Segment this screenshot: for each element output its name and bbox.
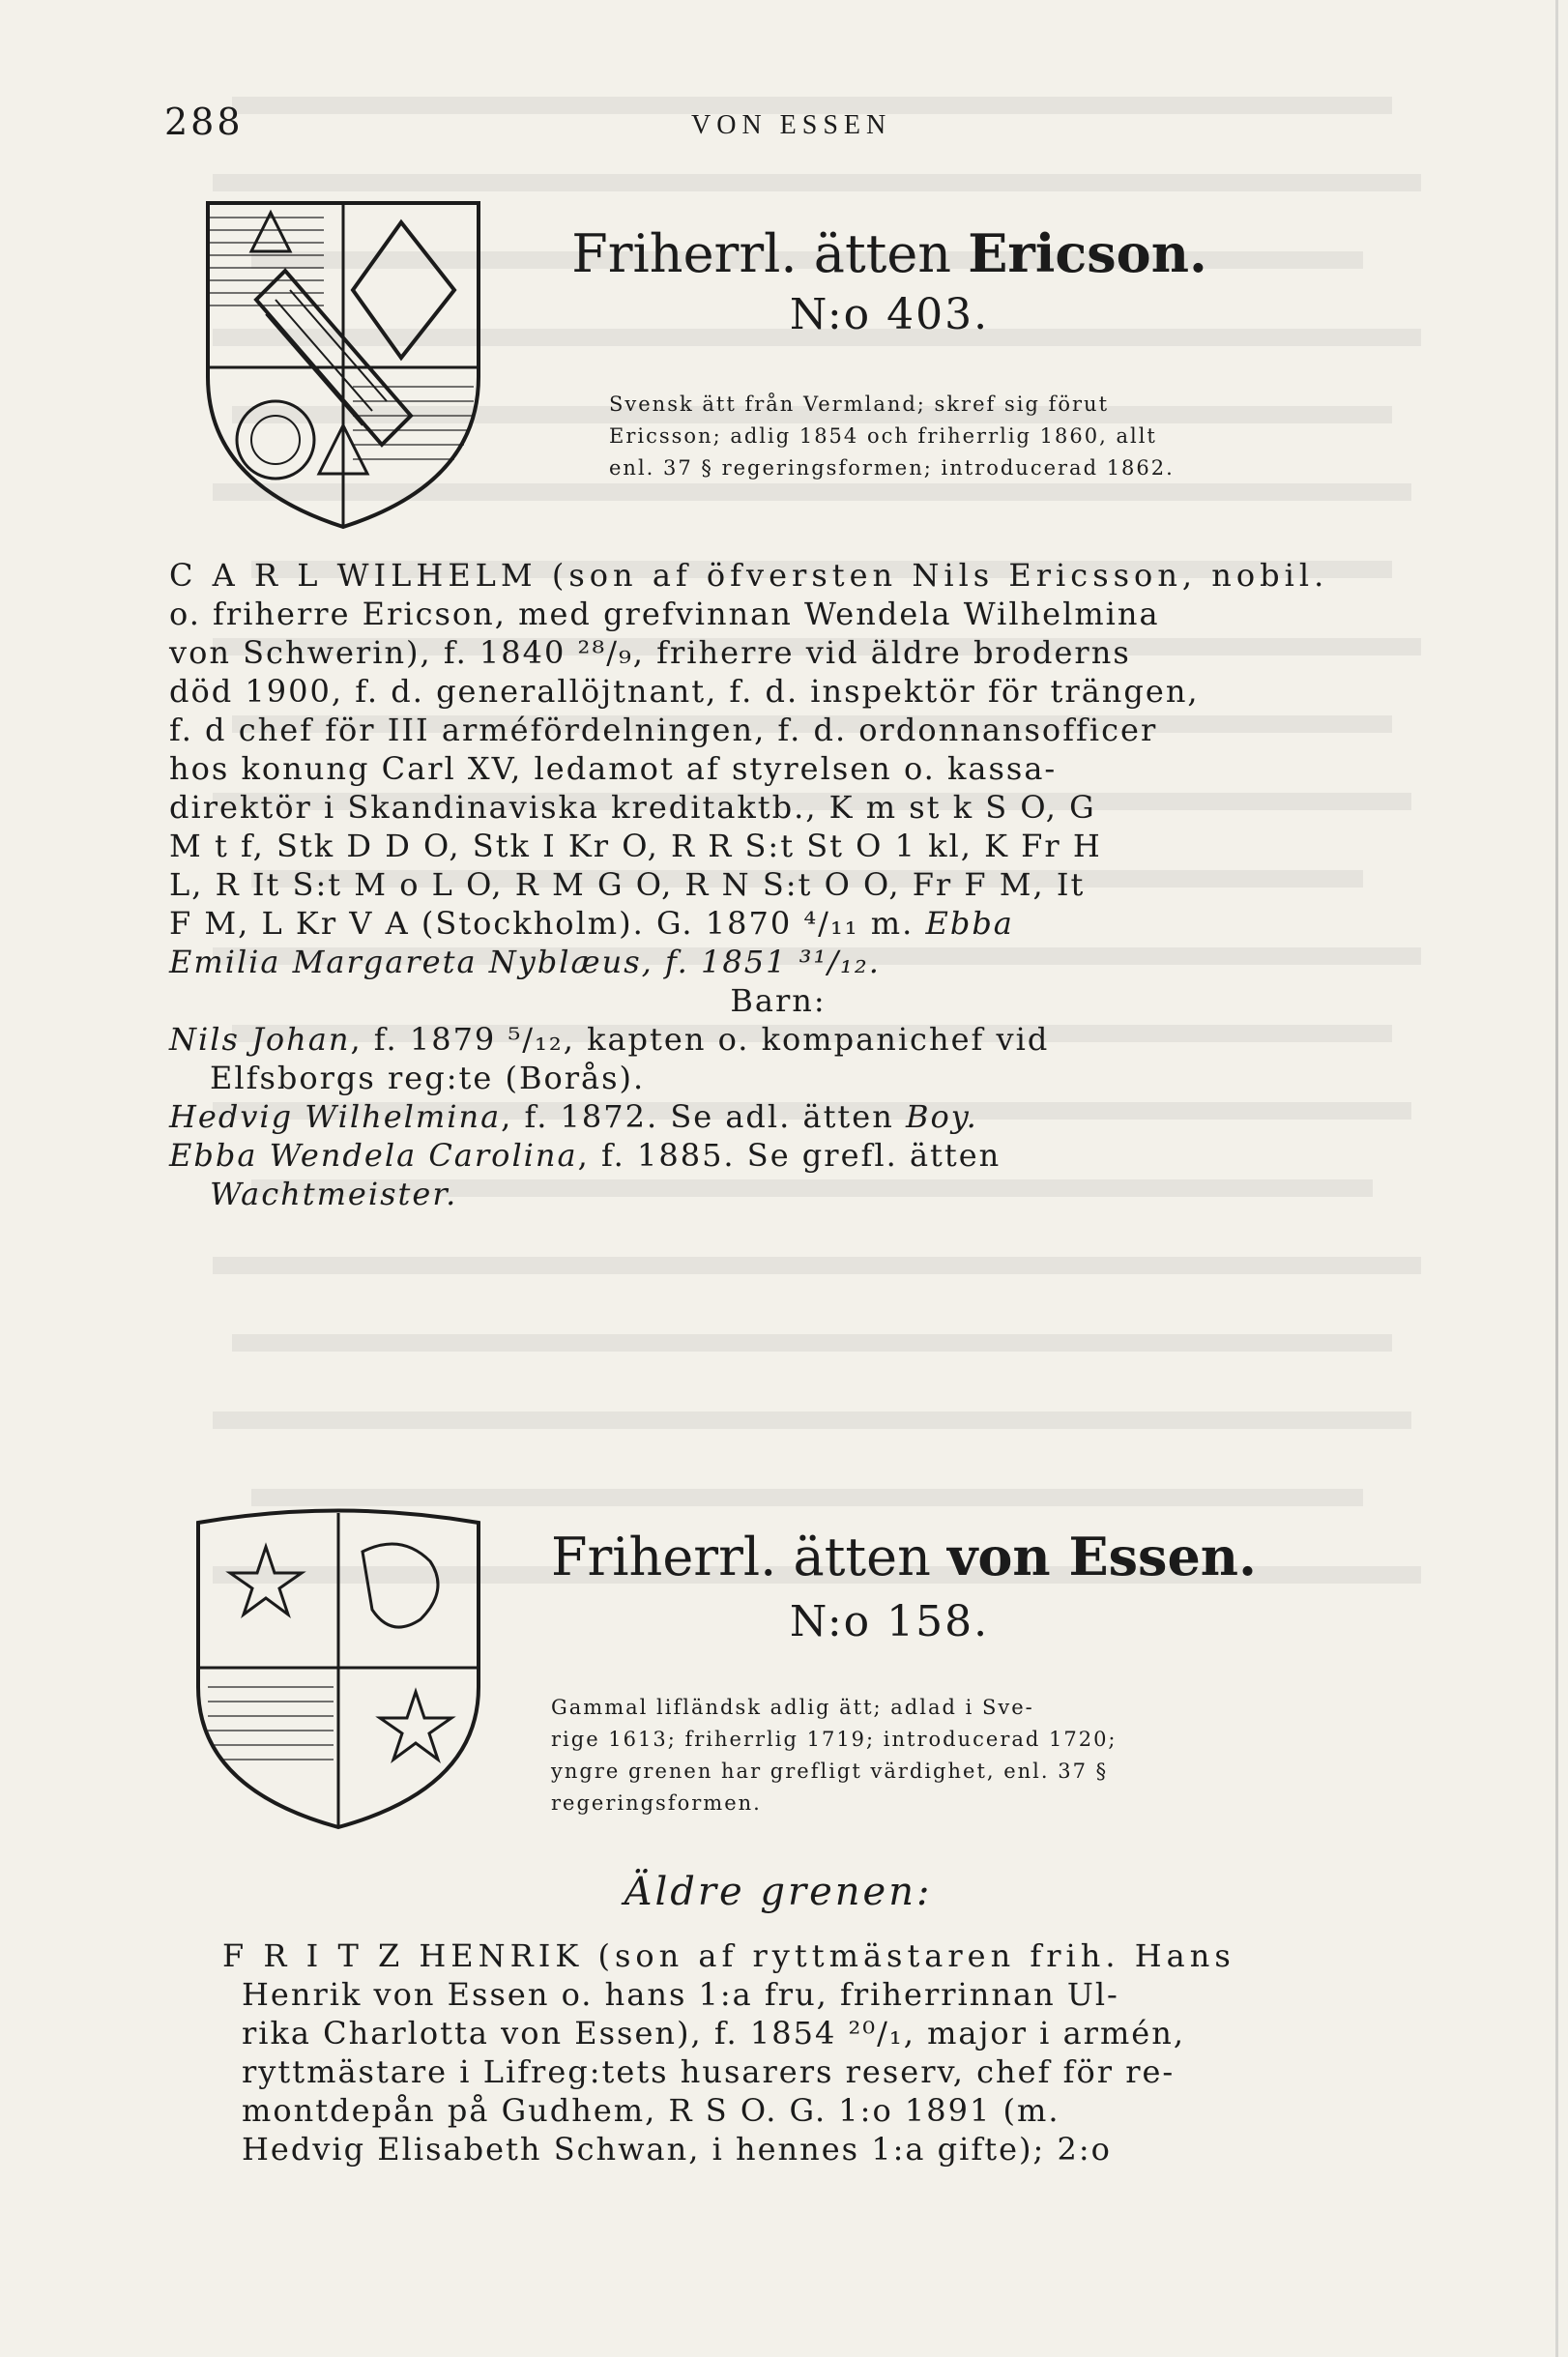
child-hedvig-wilhelmina: Hedvig Wilhelmina, f. 1872. Se adl. ätten Boy. [169, 1098, 978, 1135]
coat-of-arms-von-essen-icon [189, 1503, 488, 1832]
family-description-ericson: Svensk ätt från Vermland; skref sig förut Ericsson; adlig 1854 och friherrlig 1860, allt enl. 37 § regeringsformen; introducerad 1862. [609, 393, 1175, 480]
section-title-ericson: Friherrl. ätten Ericson. [571, 222, 1207, 284]
page-edge-shadow [1555, 0, 1558, 2357]
page-number: 288 [164, 101, 244, 143]
section-number-von-essen: N:o 158. [789, 1597, 990, 1646]
family-description-von-essen: Gammal lifländsk adlig ätt; adlad i Sve- rige 1613; friherrlig 1719; introducerad 1720; yngre grenen har grefligt värdighet, enl. 37 § regeringsformen. [551, 1696, 1118, 1815]
entry-carl-wilhelm: C A R L WILHELM (son af öfversten Nils Ericsson, nobil. o. friherre Ericson, med grefvinnan Wendela Wilhelmina von Schwerin), f. 1840 ²⁸/₉, friherre vid äldre broderns död 1900, f. d. generallöjtnant, f. d. inspektör för trängen, f. d chef för III arméfördelningen, f. d. ordonnansofficer hos konung Carl XV, ledamot af styrelsen o. kassa- direktör i Skandinaviska kreditaktb., K m st k S O, G M t f, Stk D D O, Stk I Kr O, R R S:t St O 1 kl, K Fr H L, R It S:t M o L O, R M G O, R N S:t O O, Fr F M, It F M, L Kr V A (Stockholm). G. 1870 ⁴/₁₁ m. Ebba Emilia Margareta Nyblæus, f. 1851 ³¹/₁₂. Barn: Nils Johan, f. 1879 ⁵/₁₂, kapten o. kompanichef vid Elfsborgs reg:te (Borås). Hedvig Wilhelmina, f. 1872. Se adl. ätten Boy. Ebba Wendela Carolina, f. 1885. Se grefl. ätten Wachtmeister. [169, 556, 1387, 1213]
coat-of-arms-ericson-icon [198, 193, 488, 532]
entry-fritz-henrik: F R I T Z HENRIK (son af ryttmästaren frih. Hans Henrik von Essen o. hans 1:a fru, friherrinnan Ul- rika Charlotta von Essen), f. 1854 ²⁰/₁, major i armén, ryttmästare i Lifreg:tets husarers reserv, chef för re- montdepån på Gudhem, R S O. G. 1:o 1891 (m. Hedvig Elisabeth Schwan, i hennes 1:a gifte); 2:o [222, 1937, 1235, 2168]
child-ebba-wendela: Ebba Wendela Carolina, f. 1885. Se grefl. ätten [169, 1137, 1002, 1174]
barn-label: Barn: [730, 982, 827, 1019]
section-number-ericson: N:o 403. [789, 290, 990, 339]
section-title-von-essen: Friherrl. ätten von Essen. [551, 1526, 1257, 1587]
running-head [164, 101, 1402, 149]
running-title: VON ESSEN [691, 110, 892, 140]
subheading-aldre-grenen: Äldre grenen: [624, 1870, 933, 1914]
child-nils-johan: Nils Johan, f. 1879 ⁵/₁₂, kapten o. kompanichef vid [169, 1021, 1050, 1058]
